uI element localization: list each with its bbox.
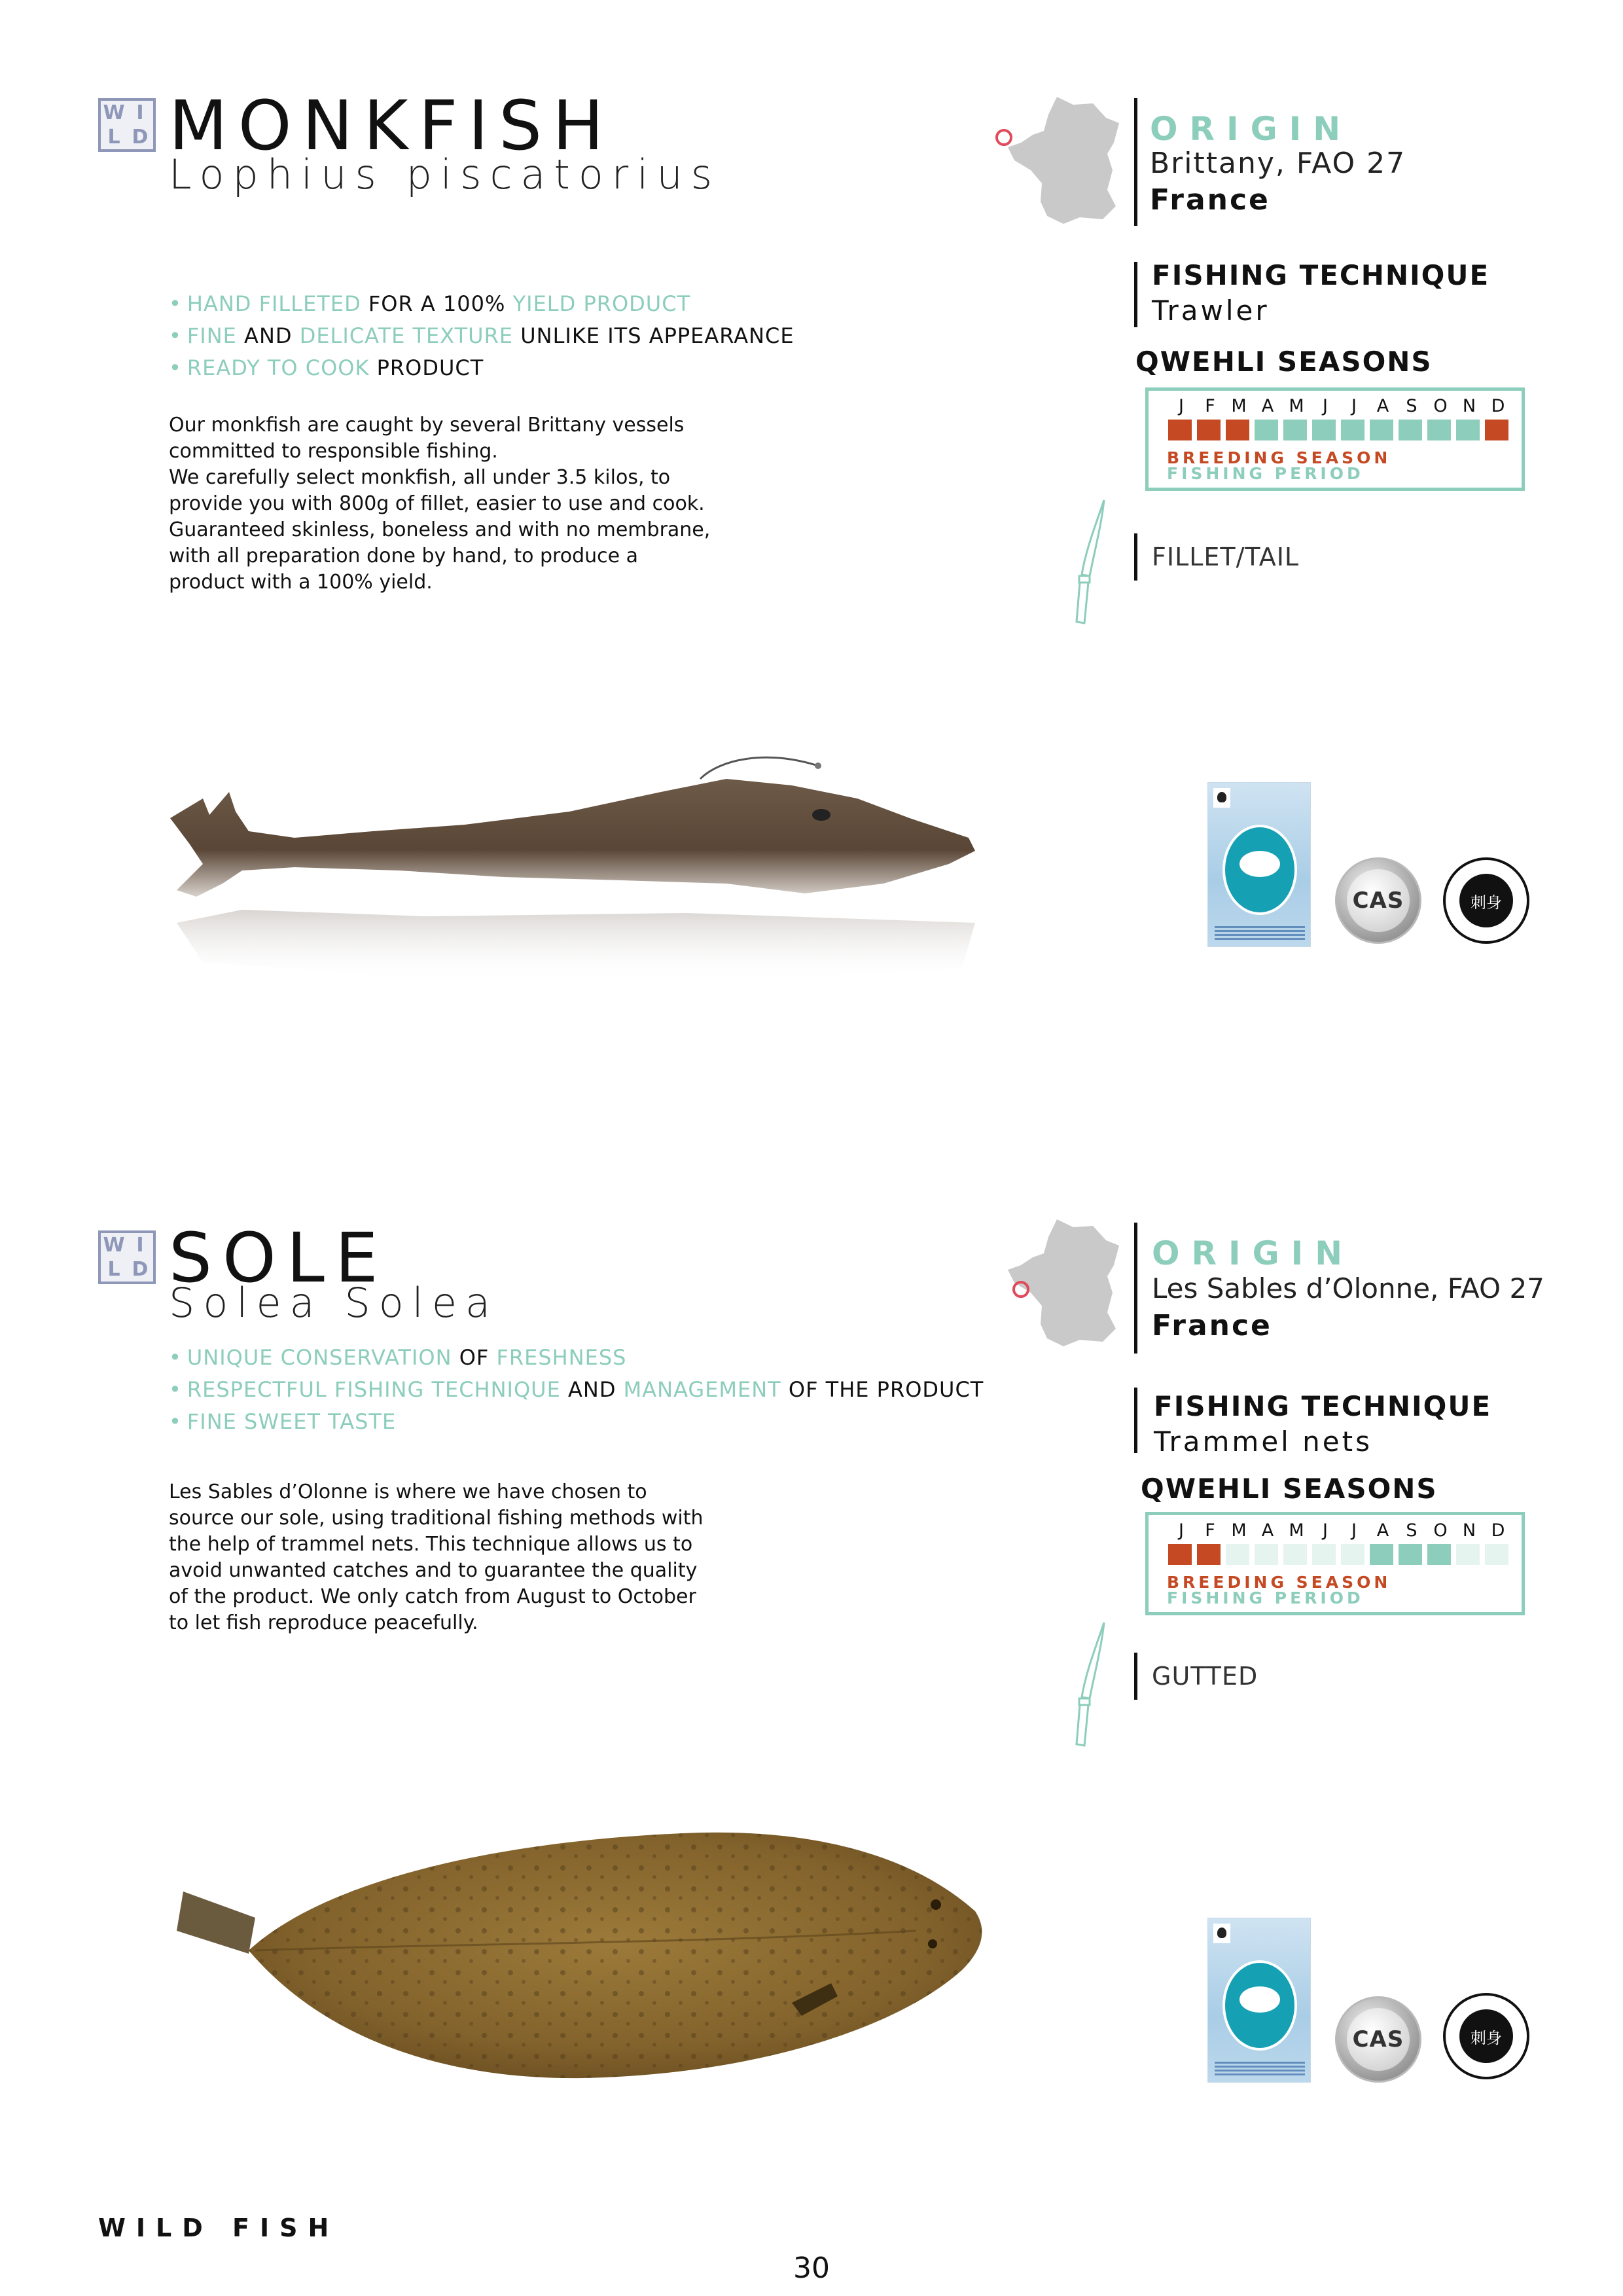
month-label: F: [1205, 1520, 1215, 1541]
legend-fishing: FISHING PERIOD: [1167, 1588, 1364, 1607]
description-line: committed to responsible fishing.: [169, 440, 498, 463]
feature-list: [169, 1342, 984, 1438]
origin-location: Brittany, FAO 27: [1150, 147, 1406, 180]
technique-title: FISHING TECHNIQUE: [1154, 1390, 1492, 1422]
season-cell-breeding: [1197, 420, 1221, 440]
cas-badge: [1335, 857, 1421, 944]
latin-name: Lophius piscatorius: [169, 151, 721, 198]
plain-text: PRODUCT: [369, 355, 484, 380]
footer-section-title: WILD FISH: [98, 2214, 340, 2242]
season-cell-fishing: [1399, 1544, 1422, 1565]
feature-list: [169, 288, 794, 384]
feature-item: [169, 352, 794, 384]
highlight-text: YIELD PRODUCT: [512, 291, 691, 316]
description-line: Les Sables d’Olonne is where we have chosen to: [169, 1480, 647, 1503]
wwf-panda-icon: [1213, 1924, 1230, 1943]
legend-fishing: FISHING PERIOD: [1167, 464, 1364, 483]
cut-type: FILLET/TAIL: [1152, 543, 1300, 571]
description-line: of the product. We only catch from August to October: [169, 1585, 696, 1608]
season-cell-fishing: [1370, 420, 1393, 440]
season-cell-fishing: [1341, 420, 1364, 440]
seasons-title: QWEHLI SEASONS: [1135, 346, 1433, 378]
logo-letter: D: [132, 125, 149, 149]
seafood-guide-fish-icon: [1222, 1960, 1297, 2051]
product-description: [169, 1479, 810, 1636]
month-label: S: [1406, 396, 1418, 416]
origin-title: ORIGIN: [1152, 1234, 1355, 1272]
month-label: A: [1376, 1520, 1389, 1541]
page-number: 30: [793, 2251, 830, 2285]
seafood-guide-fish-icon: [1222, 825, 1297, 915]
description-line: product with a 100% yield.: [169, 571, 433, 594]
highlight-text: UNIQUE CONSERVATION: [187, 1345, 452, 1370]
seasons-title: QWEHLI SEASONS: [1141, 1473, 1438, 1505]
fish-name: MONKFISH: [169, 86, 615, 166]
badge-fineprint: [1215, 2061, 1305, 2075]
logo-letter: I: [136, 1233, 144, 1257]
season-cell-fishing: [1370, 1544, 1393, 1565]
season-cell-fishing: [1312, 420, 1336, 440]
divider: [1134, 98, 1137, 226]
technique-value: Trawler: [1152, 295, 1270, 327]
season-cells: [1168, 420, 1514, 440]
feature-item: [169, 1374, 984, 1406]
description-line: the help of trammel nets. This technique allows us to: [169, 1533, 693, 1556]
france-map-icon: [995, 92, 1132, 229]
cas-badge-label: CAS: [1347, 869, 1410, 932]
season-cell-fishing: [1399, 420, 1422, 440]
wild-logo: [98, 1230, 156, 1284]
sashimi-grade-badge: [1443, 1993, 1529, 2079]
description-line: avoid unwanted catches and to guarantee the quality: [169, 1559, 698, 1582]
divider: [1134, 1653, 1137, 1700]
bullet-dot: •: [169, 1345, 182, 1370]
season-cell-breeding: [1197, 1544, 1221, 1565]
highlight-text: FRESHNESS: [496, 1345, 627, 1370]
plain-text: FOR A 100%: [361, 291, 513, 316]
bullet-dot: •: [169, 1377, 182, 1402]
wwf-seafood-guide-badge: [1207, 782, 1311, 947]
legend-breeding: BREEDING SEASON: [1167, 1573, 1391, 1592]
month-label: D: [1491, 396, 1505, 416]
month-label: A: [1261, 1520, 1274, 1541]
month-label: J: [1351, 1520, 1357, 1541]
logo-letter: W: [103, 101, 125, 124]
month-label: J: [1179, 396, 1184, 416]
month-label: N: [1462, 1520, 1476, 1541]
origin-location: Les Sables d’Olonne, FAO 27: [1152, 1272, 1544, 1304]
legend-breeding: BREEDING SEASON: [1167, 448, 1391, 467]
sashimi-badge-label: 刺身: [1459, 874, 1513, 927]
plain-text: UNLIKE ITS APPEARANCE: [513, 323, 794, 348]
description-line: provide you with 800g of fillet, easier to use and cook.: [169, 492, 705, 515]
product-section-monkfish: [0, 0, 1623, 1126]
description-line: We carefully select monkfish, all under 3.5 kilos, to: [169, 466, 671, 489]
description-line: Our monkfish are caught by several Brittany vessels: [169, 414, 685, 437]
month-label: M: [1231, 1520, 1247, 1541]
highlight-text: FINE: [187, 323, 237, 348]
bullet-dot: •: [169, 291, 182, 316]
month-label: M: [1289, 396, 1304, 416]
latin-name: Solea Solea: [169, 1279, 499, 1327]
month-label: D: [1491, 1520, 1505, 1541]
highlight-text: READY TO COOK: [187, 355, 370, 380]
season-cell-breeding: [1485, 420, 1508, 440]
origin-title: ORIGIN: [1150, 110, 1353, 148]
feature-item: [169, 320, 794, 352]
month-label: J: [1351, 396, 1357, 416]
month-label: O: [1433, 1520, 1448, 1541]
month-label: J: [1323, 396, 1328, 416]
description-line: source our sole, using traditional fishing methods with: [169, 1507, 704, 1530]
divider: [1134, 1223, 1137, 1354]
product-description: [169, 412, 810, 596]
highlight-text: FINE SWEET TASTE: [187, 1409, 397, 1434]
sashimi-grade-badge: [1443, 857, 1529, 944]
wwf-panda-icon: [1213, 788, 1230, 808]
logo-letter: I: [136, 101, 144, 124]
france-map-icon: [995, 1214, 1132, 1352]
season-cell-fishing: [1283, 420, 1307, 440]
product-section-sole: [0, 1126, 1623, 2206]
month-label: J: [1323, 1520, 1328, 1541]
plain-text: OF: [452, 1345, 497, 1370]
knife-icon: [1070, 1620, 1109, 1751]
logo-letter: W: [103, 1233, 125, 1257]
month-label: M: [1289, 1520, 1304, 1541]
description-line: to let fish reproduce peacefully.: [169, 1611, 478, 1634]
highlight-text: RESPECTFUL FISHING TECHNIQUE: [187, 1377, 561, 1402]
month-label: A: [1261, 396, 1274, 416]
logo-letter: L: [107, 125, 120, 149]
season-cell-empty: [1341, 1544, 1364, 1565]
logo-letter: L: [107, 1257, 120, 1281]
feature-item: [169, 288, 794, 320]
season-cell-breeding: [1226, 420, 1249, 440]
plain-text: AND: [236, 323, 300, 348]
highlight-text: HAND FILLETED: [187, 291, 361, 316]
month-label: A: [1376, 396, 1389, 416]
bullet-dot: •: [169, 355, 182, 380]
month-labels: [1167, 1520, 1512, 1541]
knife-icon: [1070, 497, 1109, 628]
season-cell-empty: [1312, 1544, 1336, 1565]
month-label: O: [1433, 396, 1448, 416]
month-label: S: [1406, 1520, 1418, 1541]
technique-title: FISHING TECHNIQUE: [1152, 259, 1490, 291]
season-cell-empty: [1283, 1544, 1307, 1565]
description-line: Guaranteed skinless, boneless and with no membrane,: [169, 518, 711, 541]
season-cell-empty: [1255, 1544, 1278, 1565]
cut-type: GUTTED: [1152, 1662, 1258, 1691]
technique-value: Trammel nets: [1154, 1426, 1372, 1458]
highlight-text: MANAGEMENT: [623, 1377, 781, 1402]
sole-image: [164, 1820, 988, 2121]
logo-letter: D: [132, 1257, 149, 1281]
season-cell-empty: [1456, 1544, 1480, 1565]
month-label: F: [1205, 396, 1215, 416]
divider: [1134, 262, 1137, 327]
highlight-text: DELICATE TEXTURE: [299, 323, 514, 348]
sashimi-badge-label: 刺身: [1459, 2009, 1513, 2063]
season-calendar: [1145, 387, 1525, 491]
origin-country: France: [1152, 1309, 1272, 1342]
season-cell-fishing: [1255, 420, 1278, 440]
month-label: N: [1462, 396, 1476, 416]
badge-fineprint: [1215, 925, 1305, 940]
plain-text: AND: [560, 1377, 624, 1402]
monkfish-image: [164, 753, 988, 1028]
cas-badge: [1335, 1996, 1421, 2083]
wwf-seafood-guide-badge: [1207, 1918, 1311, 2083]
season-calendar: [1145, 1512, 1525, 1615]
season-cell-fishing: [1427, 1544, 1451, 1565]
season-cell-breeding: [1168, 1544, 1192, 1565]
season-cell-fishing: [1456, 420, 1480, 440]
fish-name: SOLE: [169, 1218, 389, 1298]
cas-badge-label: CAS: [1347, 2008, 1410, 2071]
origin-country: France: [1150, 183, 1270, 217]
description-line: with all preparation done by hand, to produce a: [169, 545, 639, 567]
feature-item: [169, 1406, 984, 1438]
bullet-dot: •: [169, 323, 182, 348]
season-cell-breeding: [1168, 420, 1192, 440]
season-cell-empty: [1485, 1544, 1508, 1565]
plain-text: OF THE PRODUCT: [781, 1377, 984, 1402]
season-cells: [1168, 1544, 1514, 1565]
month-label: J: [1179, 1520, 1184, 1541]
season-cell-fishing: [1427, 420, 1451, 440]
wild-logo: [98, 98, 156, 152]
season-cell-empty: [1226, 1544, 1249, 1565]
bullet-dot: •: [169, 1409, 182, 1434]
month-labels: [1167, 396, 1512, 416]
divider: [1134, 1388, 1137, 1453]
divider: [1134, 533, 1137, 581]
feature-item: [169, 1342, 984, 1374]
month-label: M: [1231, 396, 1247, 416]
